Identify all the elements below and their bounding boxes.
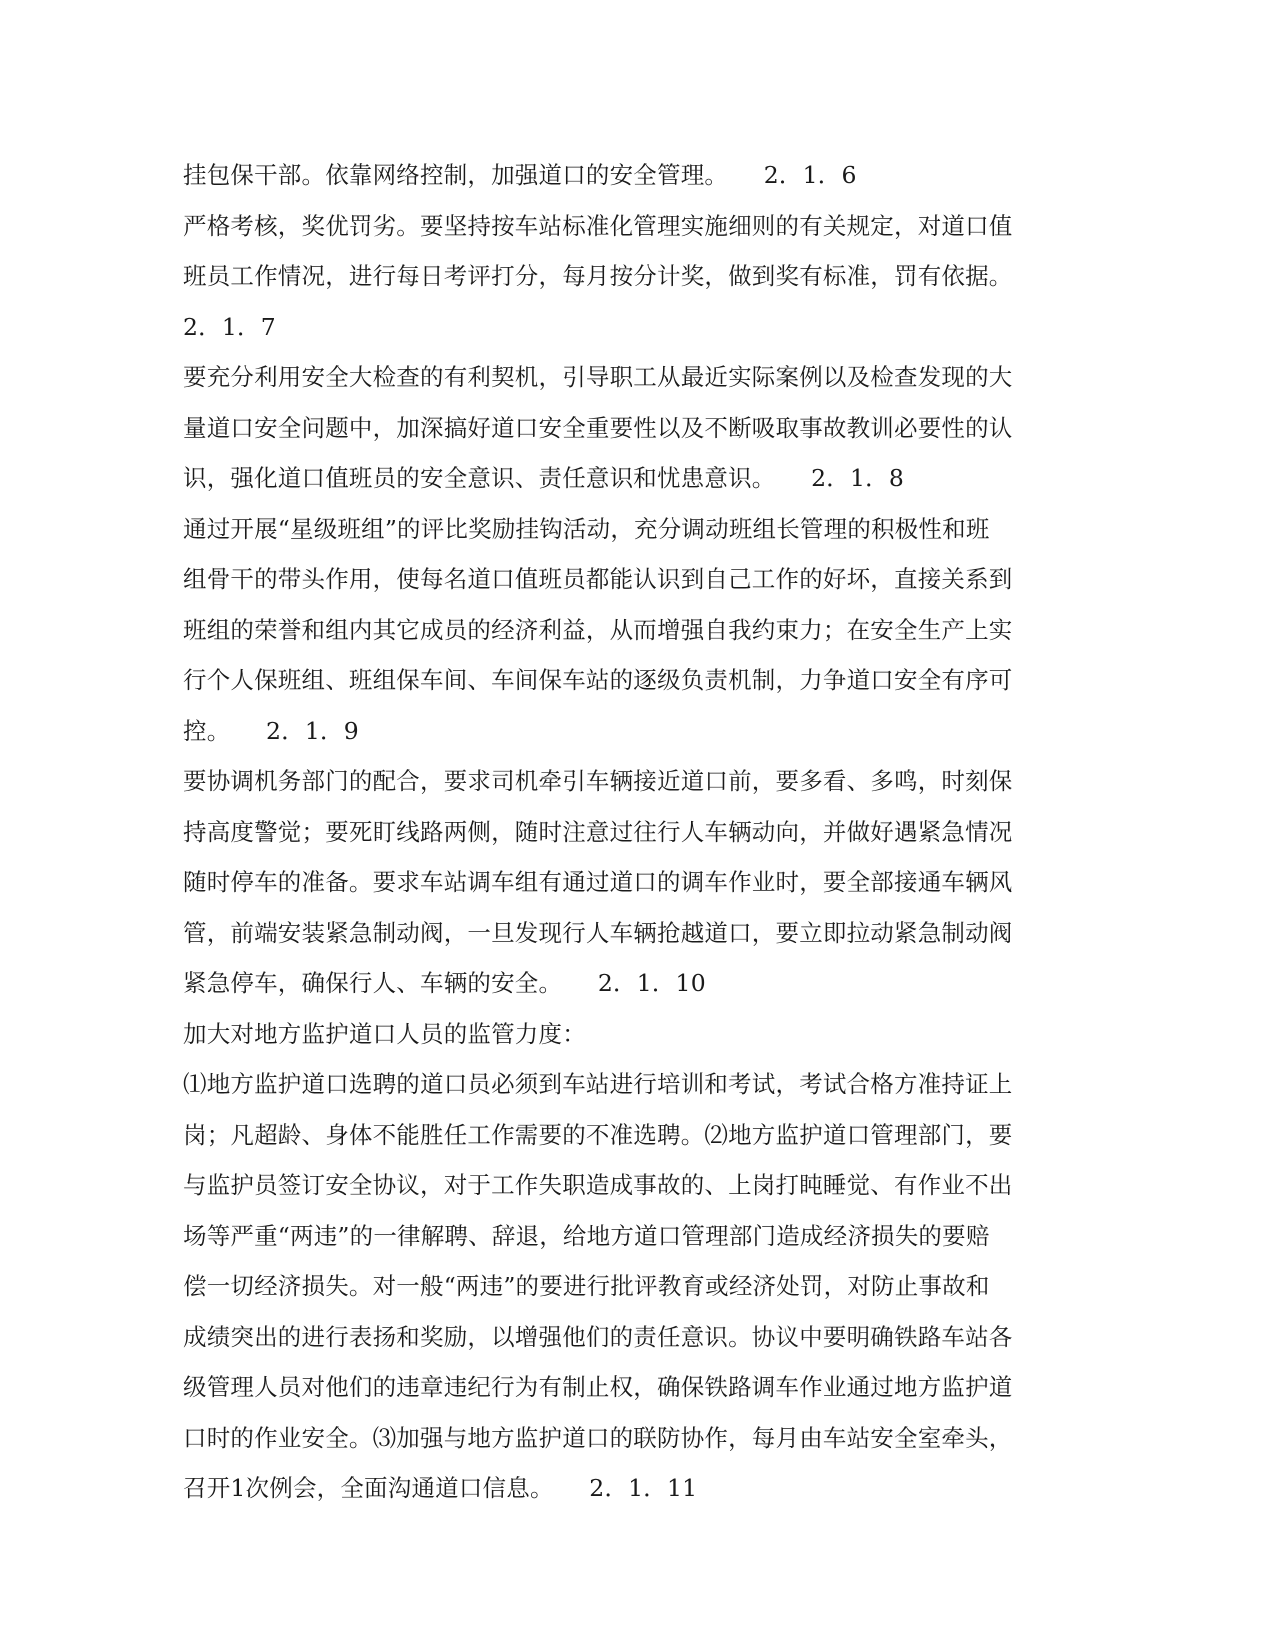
text-line: 班组的荣誉和组内其它成员的经济利益，从而增强自我约束力；在安全生产上实 [183,615,1013,644]
text-line: 岗；凡超龄、身体不能胜任工作需要的不准选聘。⑵地方监护道口管理部门，要 [183,1120,1013,1149]
text-line: 通过开展“星级班组”的评比奖励挂钩活动，充分调动班组长管理的积极性和班 [183,514,990,543]
text-line: 偿一切经济损失。对一般“两违”的要进行批评教育或经济处罚，对防止事故和 [183,1272,990,1300]
text-line: 级管理人员对他们的违章违纪行为有制止权，确保铁路调车作业通过地方监护道 [183,1373,1013,1401]
text-line: ⑴地方监护道口选聘的道口员必须到车站进行培训和考试，考试合格方准持证上 [183,1070,1013,1098]
text-line: 管，前端安装紧急制动阀，一旦发现行人车辆抢越道口，要立即拉动紧急制动阀 [183,918,1013,947]
text-line: 口时的作业安全。⑶加强与地方监护道口的联防协作，每月由车站安全室牵头， [183,1423,1013,1452]
body-text [183,156,1063,1520]
text-line: 紧急停车，确保行人、车辆的安全。 2．1．10 [183,969,706,997]
text-line: 班员工作情况，进行每日考评打分，每月按分计奖，做到奖有标准，罚有依据。 [183,262,1013,290]
text-line: 组骨干的带头作用，使每名道口值班员都能认识到自己工作的好坏，直接关系到 [183,565,1013,593]
text-line: 随时停车的准备。要求车站调车组有通过道口的调车作业时，要全部接通车辆风 [183,868,1013,896]
text-line: 与监护员签订安全协议，对于工作失职造成事故的、上岗打盹睡觉、有作业不出 [183,1171,1013,1199]
text-line: 量道口安全问题中，加深搞好道口安全重要性以及不断吸取事故教训必要性的认 [183,413,1013,442]
text-line: 行个人保班组、班组保车间、车间保车站的逐级负责机制，力争道口安全有序可 [183,666,1013,694]
text-line: 挂包保干部。依靠网络控制，加强道口的安全管理。 2．1．6 [183,161,857,189]
text-line: 召开1次例会，全面沟通道口信息。 2．1．11 [183,1474,698,1502]
text-line: 要充分利用安全大检查的有利契机，引导职工从最近实际案例以及检查发现的大 [183,363,1013,391]
text-line: 要协调机务部门的配合，要求司机牵引车辆接近道口前，要多看、多鸣，时刻保 [183,767,1013,795]
text-line: 持高度警觉；要死盯线路两侧，随时注意过往行人车辆动向，并做好遇紧急情况 [183,817,1013,846]
text-line: 2．1．7 [183,312,276,341]
text-line: 成绩突出的进行表扬和奖励，以增强他们的责任意识。协议中要明确铁路车站各 [183,1322,1013,1351]
text-line: 严格考核，奖优罚劣。要坚持按车站标准化管理实施细则的有关规定，对道口值 [183,211,1013,240]
text-line: 场等严重“两违”的一律解聘、辞退，给地方道口管理部门造成经济损失的要赔 [183,1221,990,1250]
text-line: 控。 2．1．9 [183,716,359,745]
text-line: 加大对地方监护道口人员的监管力度： [183,1019,586,1048]
text-line: 识，强化道口值班员的安全意识、责任意识和忧患意识。 2．1．8 [183,464,905,492]
